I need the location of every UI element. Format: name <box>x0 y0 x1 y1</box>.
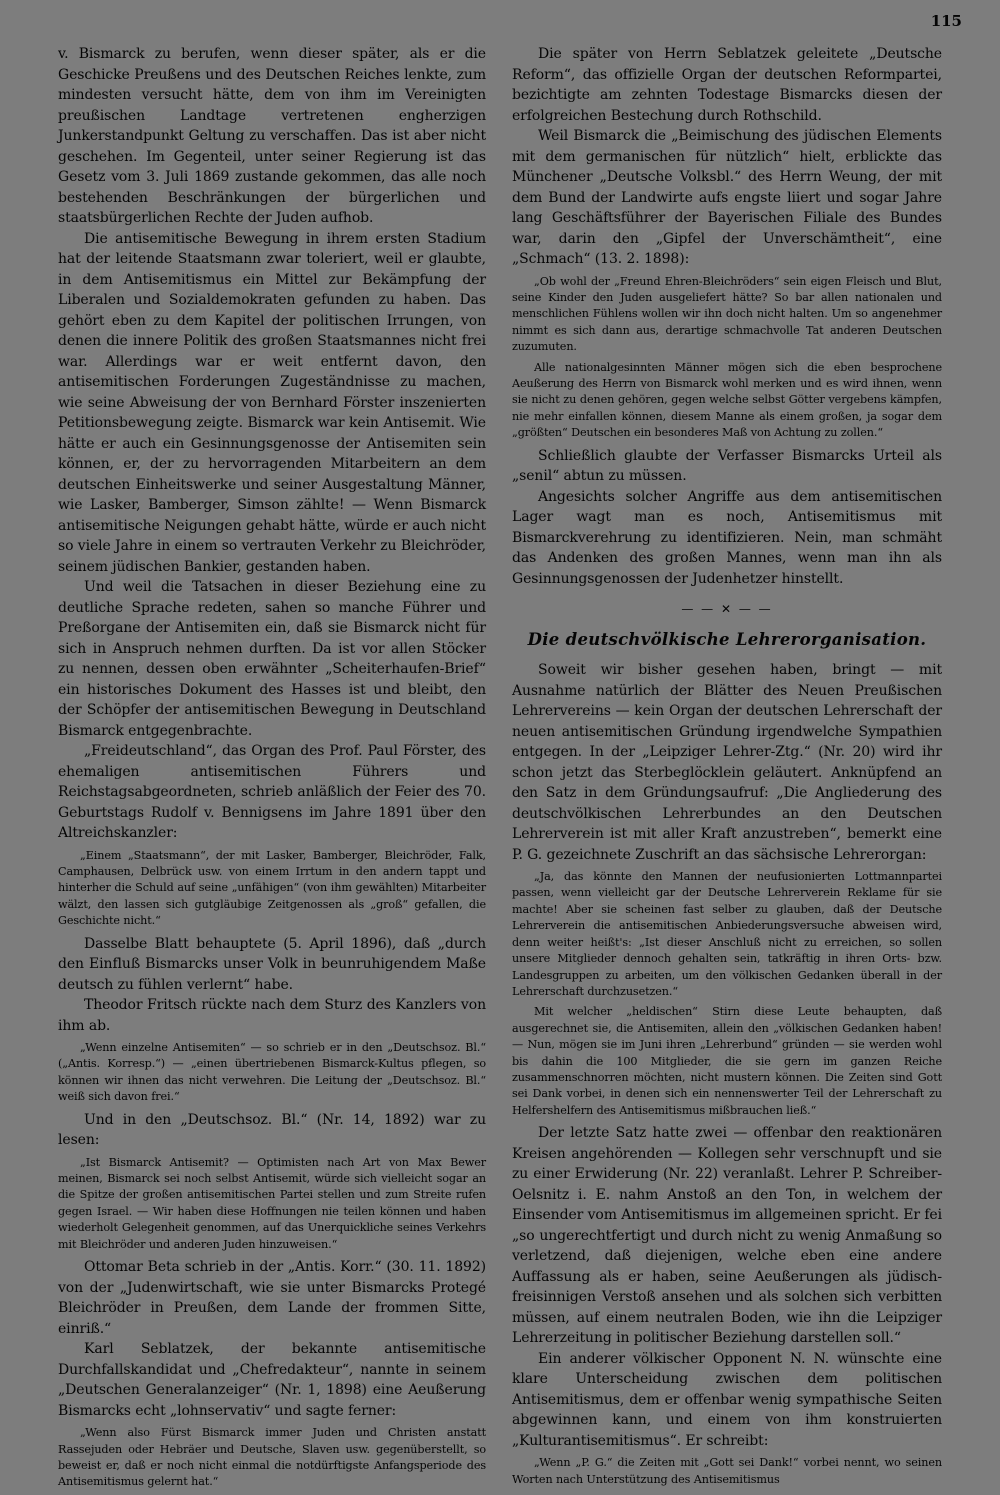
paragraph: Angesichts solcher Angriffe aus dem antisemitischen Lager wagt man es noch, Antisemitismus mit Bismarckverehrung zu identifizieren. Nein, man schmäht das Andenken des großen Mannes, wenn man ihn als Gesinnungsgenossen der Judenhetzer hinstellt. <box>512 488 942 587</box>
right-column <box>512 44 942 1492</box>
quoted-passage: „Einem „Staatsmann“, der mit Lasker, Bamberger, Bleichröder, Falk, Camphausen, Delbrück usw. von einem Irrtum in den andern tappt und hinterher die Schuld auf seine „unfähigen“ (von ihm gewählten) Mitarbeiter wälzt, den lassen sich gutgläubige Zeitgenossen als „groß“ gefallen, die Geschichte nicht.“ <box>58 848 486 928</box>
page-number: 115 <box>930 12 962 30</box>
quoted-passage: „Ja, das könnte den Mannen der neufusionierten Lottmannpartei passen, wenn vielleicht gar der Deutsche Lehrerverein Reklame für sie machte! Aber sie scheinen fast selber zu glauben, daß der Deutsche Lehrerverein die antisemitischen Anbiederungsversuche abweisen wird, denn weiter heißt's: „Ist dieser Anschluß nicht zu erreichen, so sollen unsere Mitglieder dennoch gehalten sein, tatkräftig in ihren Orts- bzw. Landesgruppen zu arbeiten, um den völkischen Gedanken überall in der Lehrerschaft durchzusetzen.“ <box>512 870 942 998</box>
paragraph: Soweit wir bisher gesehen haben, bringt — mit Ausnahme natürlich der Blätter des Neuen Preußischen Lehrervereins — kein Organ der deutschen Lehrerschaft der neuen antisemitischen Gründung irgendwelche Sympathien entgegen. In der „Leipziger Lehrer-Ztg.“ (Nr. 20) wird ihr schon jetzt das Sterbeglöcklein geläutert. Anknüpfend an den Satz in dem Gründungsaufruf: „Die Angliederung des deutschvölkischen Lehrerbundes an den Deutschen Lehrerverein ist mit aller Kraft anzustreben“, bemerkt eine P. G. gezeichnete Zuschrift an das sächsische Lehrerorgan: <box>512 662 942 863</box>
quoted-passage: „Wenn also Fürst Bismarck immer Juden und Christen anstatt Rassejuden oder Hebräer und Deutsche, Slaven usw. gegenüberstellt, so beweist er, daß er noch nicht einmal die notdürftigste Anfangsperiode des Antisemitismus gelernt hat.“ <box>58 1426 486 1489</box>
paragraph: Weil Bismarck die „Beimischung des jüdischen Elements mit dem germanischen für nützlich“ hielt, erblickte das Münchener „Deutsche Volksbl.“ des Herrn Weung, der mit dem Bund der Landwirte aufs engste liiert und sogar Jahre lang Geschäftsführer der Bayerischen Filiale des Bundes war, darin den „Gipfel der Unverschämtheit“, eine „Schmach“ (13. 2. 1898): <box>512 128 942 267</box>
quoted-passage: Mit welcher „heldischen“ Stirn diese Leute behaupten, daß ausgerechnet sie, die Antisemiten, allein den „völkischen Gedanken haben! — Nun, mögen sie im Juni ihren „Lehrerbund“ gründen — sie werden wohl bis dahin die 100 Mitglieder, die sie gern im ganzen Reiche zusammenschnorren möchten, nicht mustern können. Die Zeiten sind Gott sei Dank vorbei, in denen sich ein nennenswerter Teil der Lehrerschaft zu Helfershelfern des Antisemitismus mißbrauchen ließ.“ <box>512 1005 942 1117</box>
paragraph: „Freideutschland“, das Organ des Prof. Paul Förster, des ehemaligen antisemitischen Führers und Reichstagsabgeordneten, schrieb anläßlich der Feier des 70. Geburtstags Rudolf v. Bennigsens im Jahre 1891 über den Altreichskanzler: <box>58 743 486 841</box>
section-title: Die deutschvölkische Lehrerorganisation. <box>527 629 927 649</box>
paragraph: Karl Seblatzek, der bekannte antisemitische Durchfallskandidat und „Chefredakteur“, nannte in seinem „Deutschen Generalanzeiger“ (Nr. 1, 1898) eine Aeußerung Bismarcks echt „lohnservativ“ und sagte ferner: <box>58 1341 486 1419</box>
paragraph: Ein anderer völkischer Opponent N. N. wünschte eine klare Unterscheidung zwischen dem politischen Antisemitismus, dem er offenbar wenig sympathische Seiten abgewinnen kann, und einem von ihm konstruierten „Kulturantisemitismus“. Er schreibt: <box>512 1350 942 1449</box>
quoted-passage: „Ob wohl der „Freund Ehren-Bleichröders“ sein eigen Fleisch und Blut, seine Kinder den Juden ausgeliefert hätte? So bar allen nationalen und menschlichen Fühlens wollen wir ihn doch nicht halten. Um so angenehmer nimmt es sich dann aus, derartige schmachvolle Tat anderen Deutschen zuzumuten. <box>512 274 942 354</box>
paragraph: Die später von Herrn Seblatzek geleitete „Deutsche Reform“, das offizielle Organ der deutschen Reformpartei, bezichtigte am zehnten Todestage Bismarcks diesen der erfolgreichen Bestechung durch Rothschild. <box>512 46 942 124</box>
paragraph: Schließlich glaubte der Verfasser Bismarcks Urteil als „senil“ abtun zu müssen. <box>512 447 942 485</box>
paragraph: Dasselbe Blatt behauptete (5. April 1896), daß „durch den Einfluß Bismarcks unser Volk in beunruhigendem Maße deutsch zu fühlen verlernt“ habe. <box>58 935 486 993</box>
quoted-passage: „Ist Bismarck Antisemit? — Optimisten nach Art von Max Bewer meinen, Bismarck sei noch selbst Antisemit, würde sich vielleicht sogar an die Spitze der großen antisemitischen Partei stellen und zum Streite rufen gegen Israel. — Wir haben diese Hoffnungen nie teilen können und haben wiederholt Gelegenheit genommen, auf das Unerquickliche seines Verkehrs mit Bleichröder und anderen Juden hinzuweisen.“ <box>58 1155 486 1251</box>
quoted-passage: Alle nationalgesinnten Männer mögen sich die eben besprochene Aeußerung des Herrn von Bismarck wohl merken und es wird ihnen, wenn sie nicht zu denen gehören, gegen welche selbst Götter vergebens kämpfen, nie mehr einfallen können, diesem Manne als einem großen, ja sogar dem „größten“ Deutschen ein besonderes Maß von Achtung zu zollen.“ <box>512 360 942 440</box>
quoted-passage: „Wenn einzelne Antisemiten“ — so schrieb er in den „Deutschsoz. Bl.“ („Antis. Korresp.“) — „einen übertriebenen Bismarck-Kultus pflegen, so können wir ihnen das nicht verwehren. Die Leitung der „Deutschsoz. Bl.“ weiß sich davon frei.“ <box>58 1041 486 1104</box>
left-column <box>58 44 486 1495</box>
paragraph: v. Bismarck zu berufen, wenn dieser später, als er die Geschicke Preußens und des Deutschen Reiches lenkte, zum mindesten versucht hätte, dem von ihm im Vereinigten preußischen Landtage vertretenen engherzigen Junkerstandpunkt Geltung zu verschaffen. Das ist aber nicht geschehen. Im Gegenteil, unter seiner Regierung ist das Gesetz vom 3. Juli 1869 zustande gekommen, das alle noch bestehenden Beschränkungen der bürgerlichen und staatsbürgerlichen Rechte der Juden aufhob. <box>58 46 486 226</box>
paragraph: Ottomar Beta schrieb in der „Antis. Korr.“ (30. 11. 1892) von der „Judenwirtschaft, wie sie unter Bismarcks Protegé Bleichröder in Preußen, dem Lande der frommen Sitte, einriß.“ <box>58 1259 486 1337</box>
paragraph: Der letzte Satz hatte zwei — offenbar den reaktionären Kreisen angehörenden — Kollegen sehr verschnupft und sie zu einer Erwiderung (Nr. 22) veranlaßt. Lehrer P. Schreiber-Oelsnitz i. E. nahm Anstoß an den Ton, in welchem der Einsender vom Antisemitismus im allgemeinen spricht. Er fei „so ungerechtfertigt und durch nicht zu wenig Anmaßung so verletzend, daß diejenigen, welche eben eine andere Auffassung als er haben, seine Aeußerungen als jüdisch-freisinnigen Verstoß ansehen und als solchen sich verbitten müssen, auf einem neutralen Boden, wie ihn die Leipziger Lehrerzeitung in politischer Beziehung darstellen soll.“ <box>512 1125 942 1347</box>
paragraph: Und weil die Tatsachen in dieser Beziehung eine zu deutliche Sprache redeten, sahen so manche Führer und Preßorgane der Antisemiten ein, daß sie Bismarck nicht für sich in Anspruch nehmen durften. Da ist vor allen Stöcker zu nennen, dessen oben erwähnter „Scheiterhaufen-Brief“ ein historisches Dokument des Hasses ist und bleibt, den der Schöpfer der antisemitischen Bewegung in Deutschland Bismarck entgegenbrachte. <box>58 579 486 739</box>
paragraph: Und in den „Deutschsoz. Bl.“ (Nr. 14, 1892) war zu lesen: <box>58 1111 486 1149</box>
section-separator: — — ✕ — — <box>681 602 773 617</box>
paragraph: Die antisemitische Bewegung in ihrem ersten Stadium hat der leitende Staatsmann zwar toleriert, weil er glaubte, in dem Antisemitismus ein Mittel zur Bekämpfung der Liberalen und Sozialdemokraten gefunden zu haben. Das gehört eben zu dem Kapitel der politischen Irrungen, von denen die innere Politik des großen Staatsmannes nicht frei war. Allerdings war er weit entfernt davon, den antisemitischen Forderungen Zugeständnisse zu machen, wie seine Abweisung der von Bernhard Förster inszenierten Petitionsbewegung zeigte. Bismarck war kein Antisemit. Wie hätte er auch ein Gesinnungsgenosse der Antisemiten sein können, er, der zu hervorragenden Mitarbeitern an dem deutschen Einheitswerke und seiner Ausgestaltung Männer, wie Lasker, Bamberger, Simson zählte! — Wenn Bismarck antisemitische Neigungen gehabt hätte, würde er auch nicht so viele Jahre in einem so vertrauten Verkehr zu Bleichröder, seinem jüdischen Bankier, gestanden haben. <box>58 230 486 575</box>
quoted-passage: „Wenn „P. G.“ die Zeiten mit „Gott sei Dank!“ vorbei nennt, wo seinen Worten nach Unterstützung des Antisemitismus <box>512 1456 942 1486</box>
paragraph: Theodor Fritsch rückte nach dem Sturz des Kanzlers von ihm ab. <box>58 997 486 1034</box>
